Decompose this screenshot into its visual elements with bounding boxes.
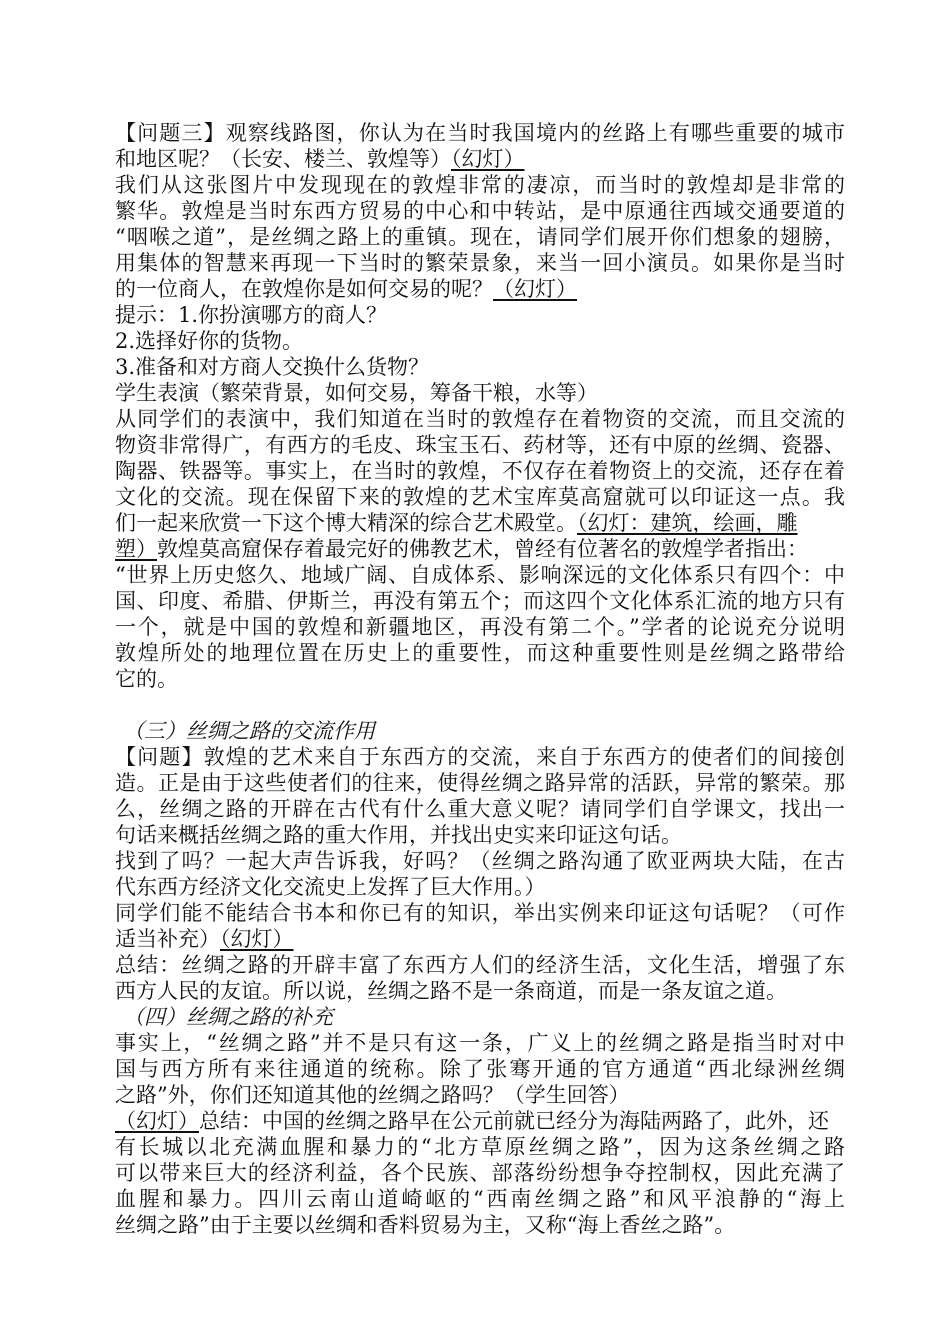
- text-line: [115, 276, 845, 302]
- text-line: 陶器、铁器等。事实上，在当时的敦煌，不仅存在着物资上的交流，还存在着: [115, 459, 845, 483]
- text-line: 之路”外，你们还知道其他的丝绸之路吗？（学生回答）: [115, 1083, 630, 1107]
- text-line: 【问题三】观察线路图，你认为在当时我国境内的丝路上有哪些重要的城市: [115, 121, 845, 145]
- text-line: [115, 510, 845, 536]
- text-run: 总结：中国的丝绸之路早在公元前就已经分为海陆两路了，此外，还: [199, 1109, 829, 1133]
- text-run: 适当补充）: [115, 927, 220, 951]
- text-line: “咽喉之道”，是丝绸之路上的重镇。现在，请同学们展开你们想象的翅膀，: [115, 225, 845, 249]
- text-line: 丝绸之路”由于主要以丝绸和香料贸易为主，又称“海上香丝之路”。: [115, 1213, 736, 1237]
- text-line: 造。正是由于这些使者们的往来，使得丝绸之路异常的活跃，异常的繁荣。那: [115, 771, 845, 795]
- text-line: 有长城以北充满血腥和暴力的“北方草原丝绸之路”，因为这条丝绸之路: [115, 1135, 845, 1159]
- slide-note: （幻灯）: [115, 1109, 199, 1133]
- text-line: 西方人民的友谊。所以说，丝绸之路不是一条商道，而是一条友谊之道。: [115, 979, 787, 1003]
- text-run: 的一位商人，在敦煌你是如何交易的呢？: [115, 277, 493, 301]
- text-line: 我们从这张图片中发现现在的敦煌非常的凄凉，而当时的敦煌却是非常的: [115, 173, 845, 197]
- text-line: [115, 146, 845, 172]
- text-run: 敦煌莫高窟保存着最完好的佛教艺术，曾经有位著名的敦煌学者指出：: [157, 537, 808, 561]
- text-line: 句话来概括丝绸之路的重大作用，并找出史实来印证这句话。: [115, 823, 682, 847]
- text-line: [115, 1108, 845, 1134]
- text-line: 物资非常得广，有西方的毛皮、珠宝玉石、药材等，还有中原的丝绸、瓷器、: [115, 433, 845, 457]
- text-line: 【问题】敦煌的艺术来自于东西方的交流，来自于东西方的使者们的间接创: [115, 745, 845, 769]
- text-line: 一个，就是中国的敦煌和新疆地区，再没有第二个。”学者的论说充分说明: [115, 615, 845, 639]
- text-line: 可以带来巨大的经济利益，各个民族、部落纷纷想争夺控制权，因此充满了: [115, 1161, 845, 1185]
- text-line: [115, 926, 845, 952]
- text-line: [115, 536, 845, 562]
- text-line: 2.选择好你的货物。: [115, 329, 304, 353]
- text-line: 事实上，“丝绸之路”并不是只有这一条，广义上的丝绸之路是指当时对中: [115, 1031, 845, 1055]
- text-line: 提示：1.你扮演哪方的商人？: [115, 303, 388, 327]
- slide-note: （幻灯）: [220, 927, 294, 951]
- text-line: 敦煌所处的地理位置在历史上的重要性，而这种重要性则是丝绸之路带给: [115, 641, 845, 665]
- section-heading: （三）丝绸之路的交流作用: [123, 719, 375, 743]
- text-line: 文化的交流。现在保留下来的敦煌的艺术宝库莫高窟就可以印证这一点。我: [115, 485, 845, 509]
- text-line: 繁华。敦煌是当时东西方贸易的中心和中转站，是中原通往西域交通要道的: [115, 199, 845, 223]
- text-line: 它的。: [115, 667, 178, 691]
- text-line: 国、印度、希腊、伊斯兰，再没有第五个；而这四个文化体系汇流的地方只有: [115, 589, 845, 613]
- paragraph-gap: [115, 692, 845, 718]
- document-page: [115, 120, 845, 1238]
- text-line: 从同学们的表演中，我们知道在当时的敦煌存在着物资的交流，而且交流的: [115, 407, 845, 431]
- text-line: 么，丝绸之路的开辟在古代有什么重大意义呢？请同学们自学课文，找出一: [115, 797, 845, 821]
- slide-note: （幻灯）: [451, 147, 525, 171]
- text-line: “世界上历史悠久、地域广阔、自成体系、影响深远的文化体系只有四个：中: [115, 563, 845, 587]
- text-run: 们一起来欣赏一下这个博大精深的综合艺术殿堂。: [115, 511, 577, 535]
- text-line: 血腥和暴力。四川云南山道崎岖的“西南丝绸之路”和风平浪静的“海上: [115, 1187, 845, 1211]
- text-line: 总结：丝绸之路的开辟丰富了东西方人们的经济生活，文化生活，增强了东: [115, 953, 845, 977]
- text-line: 国与西方所有来往通道的统称。除了张骞开通的官方通道“西北绿洲丝绸: [115, 1057, 845, 1081]
- slide-note: （幻灯：建筑，绘画，雕: [577, 511, 798, 535]
- text-line: 同学们能不能结合书本和你已有的知识，举出实例来印证这句话呢？（可作: [115, 901, 845, 925]
- text-line: 3.准备和对方商人交换什么货物？: [115, 355, 430, 379]
- text-run: 和地区呢？（长安、楼兰、敦煌等）: [115, 147, 451, 171]
- text-line: 用集体的智慧来再现一下当时的繁荣景象，来当一回小演员。如果你是当时: [115, 251, 845, 275]
- slide-note: （幻灯）: [493, 277, 577, 301]
- section-heading: （四）丝绸之路的补充: [123, 1005, 333, 1029]
- text-line: 找到了吗？一起大声告诉我，好吗？（丝绸之路沟通了欧亚两块大陆，在古: [115, 849, 845, 873]
- text-line: 代东西方经济文化交流史上发挥了巨大作用。）: [115, 875, 546, 899]
- slide-note: 塑）: [115, 537, 157, 561]
- text-line: 学生表演（繁荣背景，如何交易，筹备干粮，水等）: [115, 381, 598, 405]
